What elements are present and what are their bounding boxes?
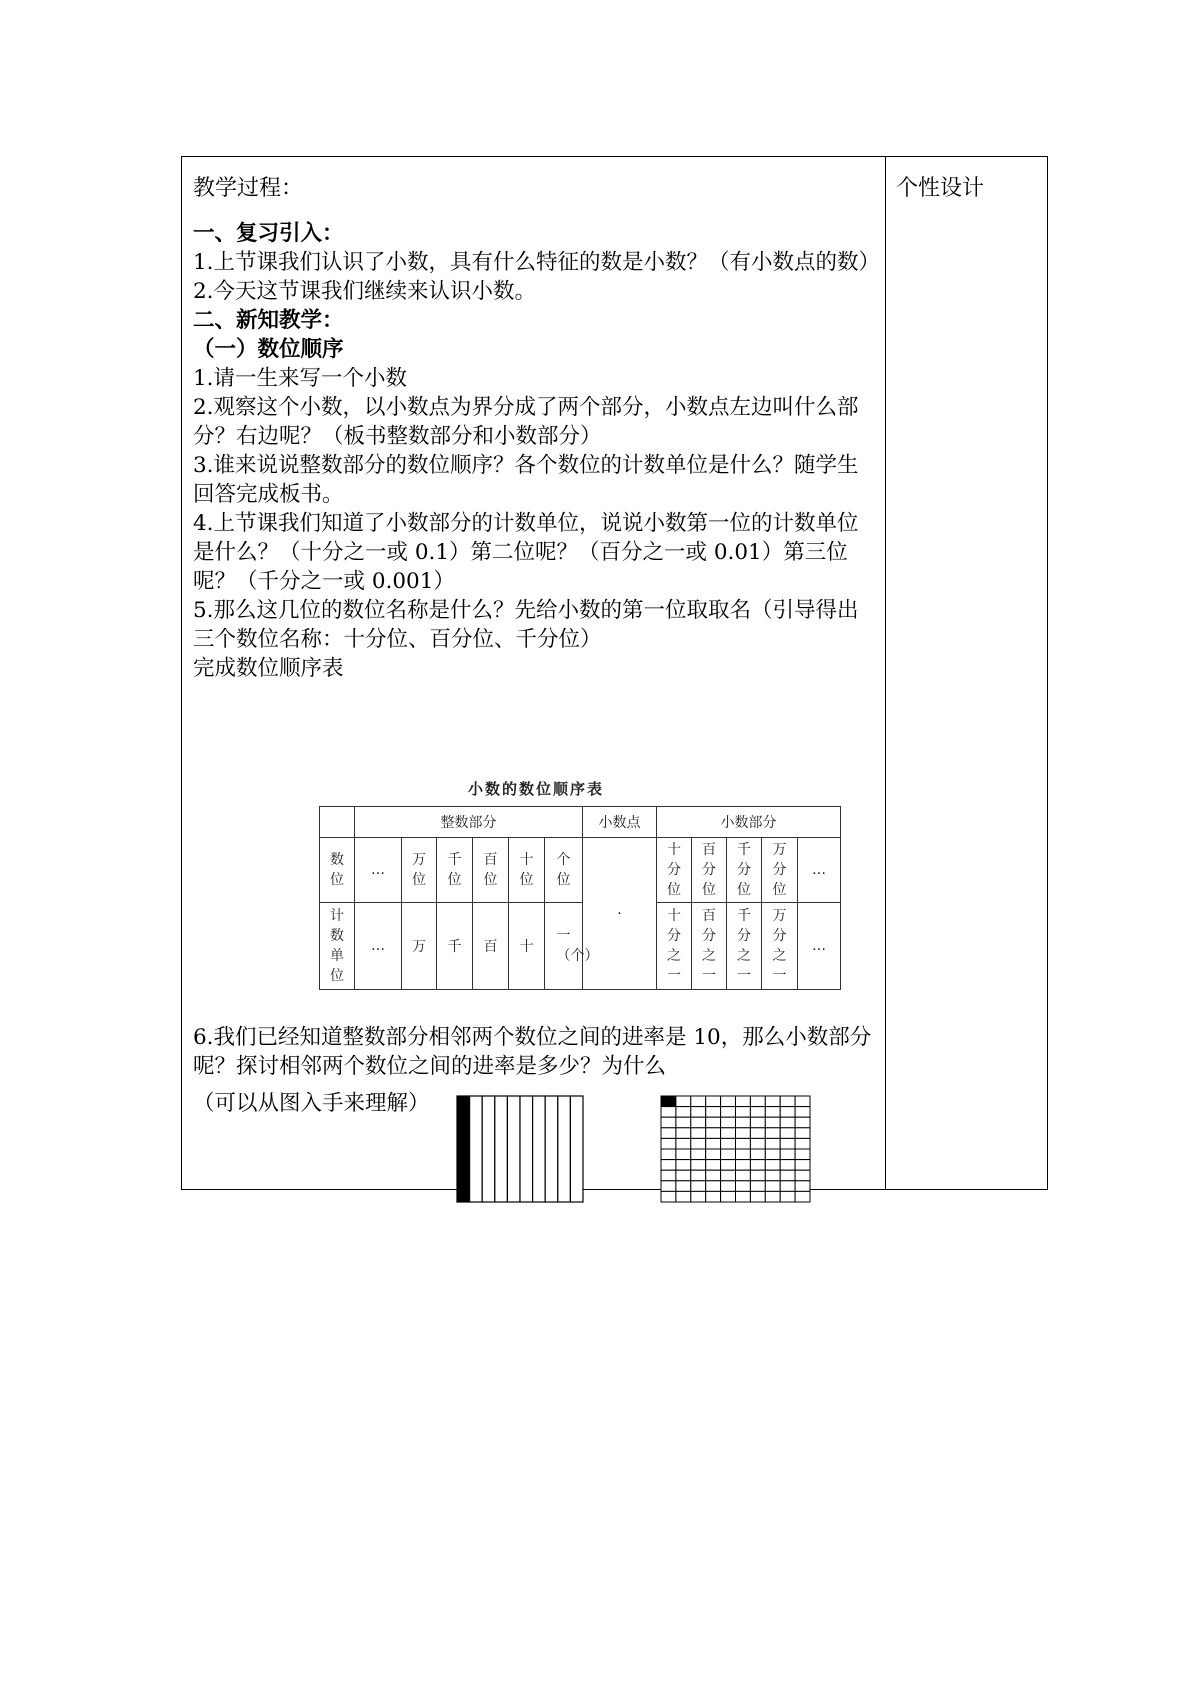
place-cell: 千分位 (727, 838, 762, 903)
tenths-column (570, 1096, 583, 1202)
hundredths-cell (795, 1191, 810, 1202)
place-cell: 千位 (437, 838, 473, 903)
lesson-table (181, 156, 1048, 1190)
hundredths-cell (706, 1160, 721, 1171)
hundredths-cell (750, 1149, 765, 1160)
hundredths-cell (765, 1181, 780, 1192)
hundredths-cell (706, 1107, 721, 1118)
hundredths-grid-figure (660, 1095, 811, 1203)
hundredths-cell (736, 1138, 751, 1149)
tenths-column (520, 1096, 533, 1202)
hundredths-cell (721, 1128, 736, 1139)
hundredths-cell (780, 1181, 795, 1192)
place-cell: 个位 (545, 838, 583, 903)
decimal-point-cell: · (583, 838, 657, 990)
unit-cell: 百 (473, 903, 509, 990)
hundredths-cell (736, 1149, 751, 1160)
figure-hint: （可以从图入手来理解） (193, 1091, 430, 1116)
hundredths-cell (765, 1138, 780, 1149)
hundredths-cell (795, 1170, 810, 1181)
paragraph: 1.上节课我们认识了小数，具有什么特征的数是小数？（有小数点的数） (193, 250, 881, 275)
hundredths-cell (691, 1181, 706, 1192)
decimal-part-header: 小数部分 (657, 807, 841, 838)
tenths-column (495, 1096, 508, 1202)
teaching-process-column (193, 175, 881, 1116)
hundredths-cell (795, 1160, 810, 1171)
hundredths-cell (721, 1191, 736, 1202)
hundredths-cell (780, 1149, 795, 1160)
hundredths-cell (691, 1191, 706, 1202)
hundredths-cell (721, 1160, 736, 1171)
hundredths-cell (706, 1138, 721, 1149)
hundredths-cell (691, 1160, 706, 1171)
hundredths-cell (706, 1117, 721, 1128)
hundredths-cell (750, 1096, 765, 1107)
hundredths-cell (736, 1117, 751, 1128)
hundredths-cell (691, 1117, 706, 1128)
hundredths-cell (780, 1170, 795, 1181)
hundredths-cell (795, 1181, 810, 1192)
personal-design-heading: 个性设计 (896, 176, 985, 201)
unit-cell: 万分之一 (762, 903, 798, 990)
hundredths-cell (691, 1138, 706, 1149)
hundredths-cell (676, 1191, 691, 1202)
tenths-column (558, 1096, 571, 1202)
hundredths-cell (676, 1117, 691, 1128)
hundredths-cell (780, 1096, 795, 1107)
tenths-column (507, 1096, 520, 1202)
hundredths-cell (676, 1149, 691, 1160)
hundredths-cell (661, 1170, 676, 1181)
hundredths-cell (780, 1160, 795, 1171)
paragraph: 4.上节课我们知道了小数部分的计数单位，说说小数第一位的计数单位是什么？（十分之一或 0.1）第二位呢？（百分之一或 0.01）第三位呢？（千分之一或 0.001） (193, 511, 859, 594)
hundredths-cell (765, 1160, 780, 1171)
ellipsis-cell: … (798, 838, 841, 903)
hundredths-cell (721, 1170, 736, 1181)
tenths-column-filled (457, 1096, 470, 1202)
hundredths-cell (676, 1160, 691, 1171)
paragraph: 1.请一生来写一个小数 (193, 366, 408, 391)
column-divider (885, 157, 886, 1189)
decimal-point-header: 小数点 (583, 807, 657, 838)
hundredths-cell (750, 1160, 765, 1171)
hundredths-cell-filled (661, 1096, 676, 1107)
ellipsis-cell: … (355, 838, 402, 903)
hundredths-cell (691, 1149, 706, 1160)
hundredths-cell (721, 1138, 736, 1149)
teaching-process-heading: 教学过程： (193, 176, 304, 201)
place-cell: 万分位 (762, 838, 798, 903)
hundredths-cell (676, 1128, 691, 1139)
section-new-knowledge-title: 二、新知教学： (193, 308, 344, 333)
hundredths-cell (780, 1107, 795, 1118)
hundredths-cell (721, 1096, 736, 1107)
hundredths-cell (765, 1107, 780, 1118)
unit-cell: 千 (437, 903, 473, 990)
unit-cell: 十分之一 (657, 903, 692, 990)
hundredths-cell (765, 1149, 780, 1160)
rate-discussion (193, 1023, 879, 1081)
hundredths-cell (706, 1191, 721, 1202)
hundredths-cell (691, 1107, 706, 1118)
paragraph: 完成数位顺序表 (193, 656, 344, 681)
hundredths-cell (780, 1191, 795, 1202)
hundredths-cell (795, 1107, 810, 1118)
hundredths-cell (750, 1138, 765, 1149)
hundredths-cell (736, 1191, 751, 1202)
hundredths-cell (736, 1128, 751, 1139)
hundredths-cell (765, 1191, 780, 1202)
hundredths-cell (706, 1149, 721, 1160)
hundredths-cell (780, 1138, 795, 1149)
hundredths-cell (706, 1096, 721, 1107)
place-cell: 百位 (473, 838, 509, 903)
digit-order-table (319, 806, 841, 990)
tenths-column (533, 1096, 546, 1202)
hundredths-cell (706, 1181, 721, 1192)
hundredths-cell (691, 1128, 706, 1139)
subsection-title: （一）数位顺序 (193, 337, 344, 362)
hundredths-cell (661, 1117, 676, 1128)
integer-part-header: 整数部分 (355, 807, 583, 838)
hundredths-cell (661, 1181, 676, 1192)
hundredths-cell (750, 1117, 765, 1128)
hundredths-cell (795, 1149, 810, 1160)
hundredths-cell (721, 1149, 736, 1160)
place-cell: 十位 (509, 838, 545, 903)
hundredths-cell (750, 1170, 765, 1181)
hundredths-cell (750, 1128, 765, 1139)
section-review-title: 一、复习引入： (193, 221, 344, 246)
hundredths-cell (750, 1181, 765, 1192)
unit-cell: 万 (402, 903, 437, 990)
hundredths-cell (661, 1138, 676, 1149)
paragraph: 2.观察这个小数，以小数点为界分成了两个部分，小数点左边叫什么部分？右边呢？（板书整数部分和小数部分） (193, 395, 859, 449)
hundredths-cell (721, 1181, 736, 1192)
hundredths-cell (780, 1128, 795, 1139)
hundredths-cell (676, 1138, 691, 1149)
hundredths-cell (661, 1149, 676, 1160)
unit-cell: 千分之一 (727, 903, 762, 990)
hundredths-cell (795, 1138, 810, 1149)
hundredths-cell (750, 1107, 765, 1118)
row-label-unit: 计数单位 (320, 903, 355, 990)
hundredths-cell (765, 1170, 780, 1181)
table-corner (320, 807, 355, 838)
digit-table-title: 小数的数位顺序表 (467, 780, 604, 798)
hundredths-cell (795, 1096, 810, 1107)
row-label-place: 数位 (320, 838, 355, 903)
tenths-strip-figure (456, 1095, 584, 1203)
tenths-column (470, 1096, 483, 1202)
place-cell: 万位 (402, 838, 437, 903)
hundredths-cell (661, 1191, 676, 1202)
hundredths-cell (661, 1160, 676, 1171)
hundredths-cell (736, 1096, 751, 1107)
unit-cell: 一（个） (545, 903, 583, 990)
paragraph: 2.今天这节课我们继续来认识小数。 (193, 279, 537, 304)
hundredths-cell (795, 1128, 810, 1139)
hundredths-cell (750, 1191, 765, 1202)
place-cell: 百分位 (692, 838, 727, 903)
hundredths-cell (676, 1181, 691, 1192)
hundredths-cell (765, 1096, 780, 1107)
unit-cell: 百分之一 (692, 903, 727, 990)
ellipsis-cell: … (798, 903, 841, 990)
tenths-column (545, 1096, 558, 1202)
tenths-column (482, 1096, 495, 1202)
paragraph: 5.那么这几位的数位名称是什么？先给小数的第一位取取名（引导得出三个数位名称：十分位、百分位、千分位） (193, 598, 859, 652)
paragraph: 6.我们已经知道整数部分相邻两个数位之间的进率是 10，那么小数部分呢？探讨相邻两个数位之间的进率是多少？为什么 (193, 1025, 872, 1079)
hundredths-cell (691, 1096, 706, 1107)
hundredths-cell (661, 1128, 676, 1139)
hundredths-cell (706, 1170, 721, 1181)
ellipsis-cell: … (355, 903, 402, 990)
hundredths-cell (736, 1160, 751, 1171)
hundredths-cell (795, 1117, 810, 1128)
hundredths-cell (721, 1107, 736, 1118)
hundredths-cell (765, 1117, 780, 1128)
hundredths-cell (736, 1107, 751, 1118)
paragraph: 3.谁来说说整数部分的数位顺序？各个数位的计数单位是什么？随学生回答完成板书。 (193, 453, 859, 507)
hundredths-cell (736, 1170, 751, 1181)
hundredths-cell (780, 1117, 795, 1128)
hundredths-cell (736, 1181, 751, 1192)
hundredths-cell (676, 1096, 691, 1107)
unit-cell: 十 (509, 903, 545, 990)
hundredths-cell (721, 1117, 736, 1128)
place-cell: 十分位 (657, 838, 692, 903)
hundredths-cell (706, 1128, 721, 1139)
hundredths-cell (676, 1170, 691, 1181)
hundredths-cell (765, 1128, 780, 1139)
hundredths-cell (661, 1107, 676, 1118)
hundredths-cell (691, 1170, 706, 1181)
hundredths-cell (676, 1107, 691, 1118)
